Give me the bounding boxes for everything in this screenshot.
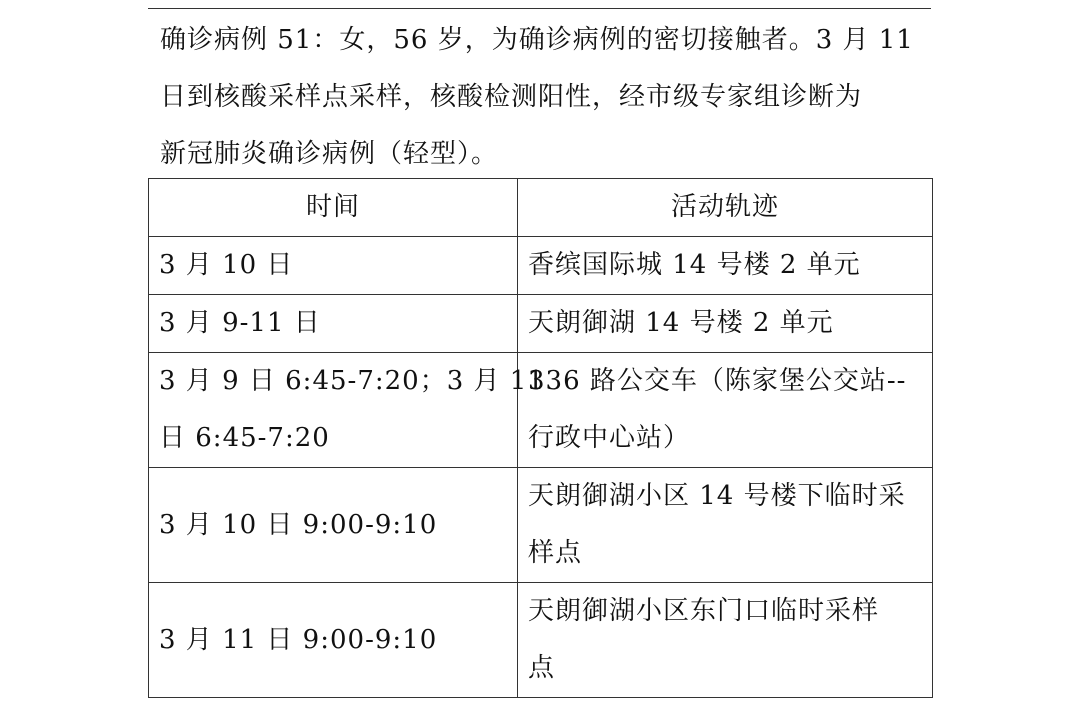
table-row [149,583,933,698]
table-row [149,468,933,583]
cell-text: 日 6:45-7:20 [159,423,330,453]
header-time: 时间 [149,179,518,237]
cell-text: 3 月 10 日 9:00-9:10 [159,509,438,540]
cell-text: 点 [528,653,556,683]
cell-text: 3 月 11 日 9:00-9:10 [159,624,438,655]
case-description-line: 确诊病例 51：女，56 岁，为确诊病例的密切接触者。3 月 11 [160,25,914,55]
case-description-line: 日到核酸采样点采样，核酸检测阳性，经市级专家组诊断为 [160,82,863,112]
cell-text: 3 月 10 日 [159,250,294,280]
cell-text: 天朗御湖小区东门口临时采样 [528,596,880,626]
cell-text: 3 月 9 日 6:45-7:20；3 月 11 [159,366,545,396]
table-header-row [149,179,933,237]
cell-time [149,468,518,583]
cell-time [149,583,518,698]
cell-time [149,353,545,468]
top-divider [148,8,931,9]
header-track: 活动轨迹 [518,179,933,237]
cell-time [149,237,518,295]
cell-track [518,583,933,698]
activity-track-table [148,178,933,698]
table-row [149,353,933,468]
cell-text: 行政中心站） [528,423,691,453]
cell-text: 样点 [528,538,583,568]
cell-text: 天朗御湖小区 14 号楼下临时采 [528,481,906,511]
cell-text: 香缤国际城 14 号楼 2 单元 [528,250,861,280]
table-row [149,295,933,353]
table-row [149,237,933,295]
cell-track [518,353,933,468]
cell-text: 3 月 9-11 日 [159,308,321,338]
case-description [160,12,930,183]
cell-track [518,237,933,295]
cell-track [518,468,933,583]
cell-text: 336 路公交车（陈家堡公交站-- [528,366,907,396]
cell-time [149,295,518,353]
case-description-line: 新冠肺炎确诊病例（轻型）。 [160,139,499,169]
cell-text: 天朗御湖 14 号楼 2 单元 [528,308,834,338]
cell-track [518,295,933,353]
